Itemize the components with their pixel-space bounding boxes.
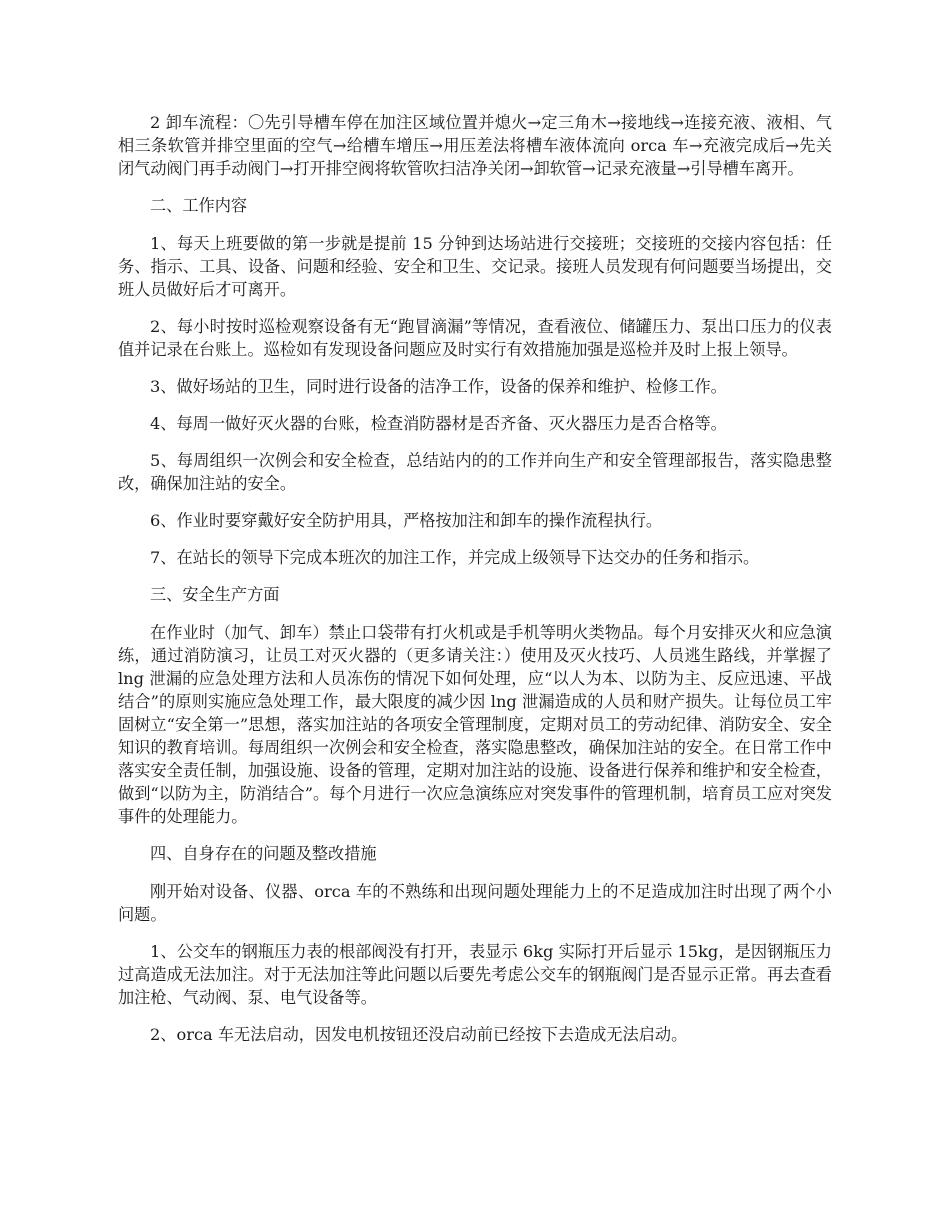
section-heading-problems: 四、自身存在的问题及整改措施 — [150, 844, 377, 863]
paragraph-work-item-6: 6、作业时要穿戴好安全防护用具，严格按加注和卸车的操作流程执行。 — [150, 511, 663, 530]
paragraph-work-item-1: 1、每天上班要做的第一步就是提前 15 分钟到达场站进行交接班；交接班的交接内容包括：任务、指示、工具、设备、问题和经验、安全和卫生、交记录。接班人员发现有何问题要当场提出，交班人员做好后才可离开。 — [118, 234, 832, 299]
paragraph-problem-1: 1、公交车的钢瓶压力表的根部阀没有打开，表显示 6kg 实际打开后显示 15kg，是因钢瓶压力过高造成无法加注。对于无法加注等此问题以后要先考虑公交车的钢瓶阀门是否显示正常。再去查看加注枪、气动阀、泵、电气设备等。 — [118, 942, 832, 1007]
paragraph-unloading-process: 2 卸车流程：〇先引导槽车停在加注区域位置并熄火→定三角木→接地线→连接充液、液相、气相三条软管并排空里面的空气→给槽车增压→用压差法将槽车液体流向 orca 车→充液完成后→先关闭气动阀门再手动阀门→打开排空阀将软管吹扫洁净关闭→卸软管→记录充液量→引导槽车离开。 — [118, 113, 832, 178]
paragraph-problems-intro: 刚开始对设备、仪器、orca 车的不熟练和出现问题处理能力上的不足造成加注时出现了两个小问题。 — [118, 882, 832, 924]
paragraph-work-item-7: 7、在站长的领导下完成本班次的加注工作，并完成上级领导下达交办的任务和指示。 — [150, 548, 760, 567]
section-heading-work-content: 二、工作内容 — [150, 196, 248, 215]
section-heading-safety: 三、安全生产方面 — [150, 585, 280, 604]
paragraph-problem-2: 2、orca 车无法启动，因发电机按钮还没启动前已经按下去造成无法启动。 — [150, 1025, 688, 1044]
paragraph-work-item-4: 4、每周一做好灭火器的台账，检查消防器材是否齐备、灭火器压力是否合格等。 — [150, 414, 727, 433]
document-body — [118, 111, 832, 1060]
paragraph-work-item-3: 3、做好场站的卫生，同时进行设备的洁净工作，设备的保养和维护、检修工作。 — [150, 377, 727, 396]
paragraph-work-item-2: 2、每小时按时巡检观察设备有无“跑冒滴漏”等情况，查看液位、储罐压力、泵出口压力的仪表值并记录在台账上。巡检如有发现设备问题应及时实行有效措施加强是巡检并及时上报上领导。 — [118, 317, 832, 359]
paragraph-work-item-5: 5、每周组织一次例会和安全检查，总结站内的的工作并向生产和安全管理部报告，落实隐患整改，确保加注站的安全。 — [118, 451, 832, 493]
paragraph-safety-body: 在作业时（加气、卸车）禁止口袋带有打火机或是手机等明火类物品。每个月安排灭火和应急演练，通过消防演习，让员工对灭火器的（更多请关注：）使用及灭火技巧、人员逃生路线，并掌握了 lng 泄漏的应急处理方法和人员冻伤的情况下如何处理，应“以人为本、以防为主、反应迅速、平战结合”的原则实施应急处理工作，最大限度的减少因 lng 泄漏造成的人员和财产损失。让每位员工牢固树立“安全第一”思想，落实加注站的各项安全管理制度，定期对员工的劳动纪律、消防安全、安全知识的教育培训。每周组织一次例会和安全检查，落实隐患整改，确保加注站的安全。在日常工作中落实安全责任制，加强设施、设备的管理，定期对加注站的设施、设备进行保养和维护和安全检查，做到“以防为主，防消结合”。每个月进行一次应急演练应对突发事件的管理机制，培育员工应对突发事件的处理能力。 — [118, 623, 832, 826]
